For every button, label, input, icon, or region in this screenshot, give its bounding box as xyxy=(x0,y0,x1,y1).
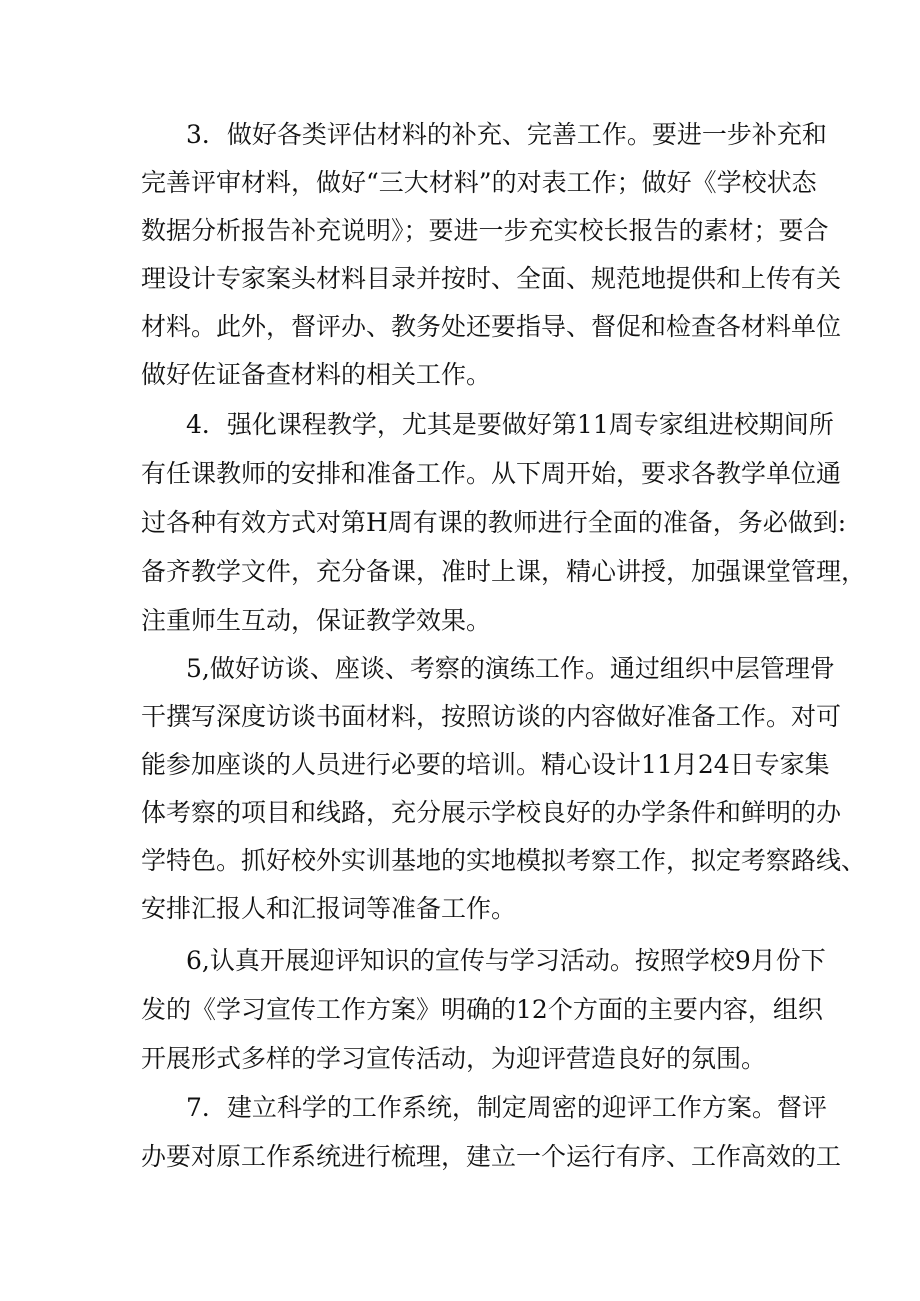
paragraph-4-line-5: 注重师生互动，保证教学效果。 xyxy=(141,606,492,635)
paragraph-3-line-3: 数据分析报告补充说明》；要进一步充实校长报告的素材；要合 xyxy=(141,216,829,245)
paragraph-6-line-3: 开展形式多样的学习宣传活动，为迎评营造良好的氛围。 xyxy=(141,1044,767,1073)
paragraph-3-line-1: 3．做好各类评估材料的补充、完善工作。要进一步补充和 xyxy=(186,120,827,149)
paragraph-5-line-6: 安排汇报人和汇报词等准备工作。 xyxy=(141,894,517,923)
paragraph-4-line-1: 4．强化课程教学，尤其是要做好第11周专家组进校期间所 xyxy=(186,410,834,439)
paragraph-5-line-1: 5,做好访谈、座谈、考察的演练工作。通过组织中层管理骨 xyxy=(186,654,835,683)
paragraph-7-line-2: 办要对原工作系统进行梳理，建立一个运行有序、工作高效的工 xyxy=(141,1142,842,1171)
paragraph-3-line-2: 完善评审材料，做好“三大材料”的对表工作；做好《学校状态 xyxy=(141,168,817,197)
paragraph-4-line-2: 有任课教师的安排和准备工作。从下周开始，要求各教学单位通 xyxy=(141,459,842,488)
paragraph-3-line-4: 理设计专家案头材料目录并按时、全面、规范地提供和上传有关 xyxy=(141,264,842,293)
paragraph-5-line-4: 体考察的项目和线路，充分展示学校良好的办学条件和鲜明的办 xyxy=(141,798,842,827)
paragraph-4-line-3: 过各种有效方式对第H周有课的教师进行全面的准备，务必做到: xyxy=(141,508,847,537)
paragraph-3-line-6: 做好佐证备查材料的相关工作。 xyxy=(141,360,492,389)
paragraph-6-line-1: 6,认真开展迎评知识的宣传与学习活动。按照学校9月份下 xyxy=(186,946,826,975)
paragraph-5-line-5: 学特色。抓好校外实训基地的实地模拟考察工作，拟定考察路线、 xyxy=(141,846,867,875)
paragraph-7-line-1: 7．建立科学的工作系统，制定周密的迎评工作方案。督评 xyxy=(186,1093,827,1122)
paragraph-6-line-2: 发的《学习宣传工作方案》明确的12个方面的主要内容，组织 xyxy=(141,995,823,1024)
paragraph-5-line-2: 干撰写深度访谈书面材料，按照访谈的内容做好准备工作。对可 xyxy=(141,702,842,731)
paragraph-4-line-4: 备齐教学文件，充分备课，准时上课，精心讲授，加强课堂管理， xyxy=(141,557,867,586)
paragraph-3-line-5: 材料。此外，督评办、教务处还要指导、督促和检查各材料单位 xyxy=(141,312,842,341)
paragraph-5-line-3: 能参加座谈的人员进行必要的培训。精心设计11月24日专家集 xyxy=(141,750,830,779)
